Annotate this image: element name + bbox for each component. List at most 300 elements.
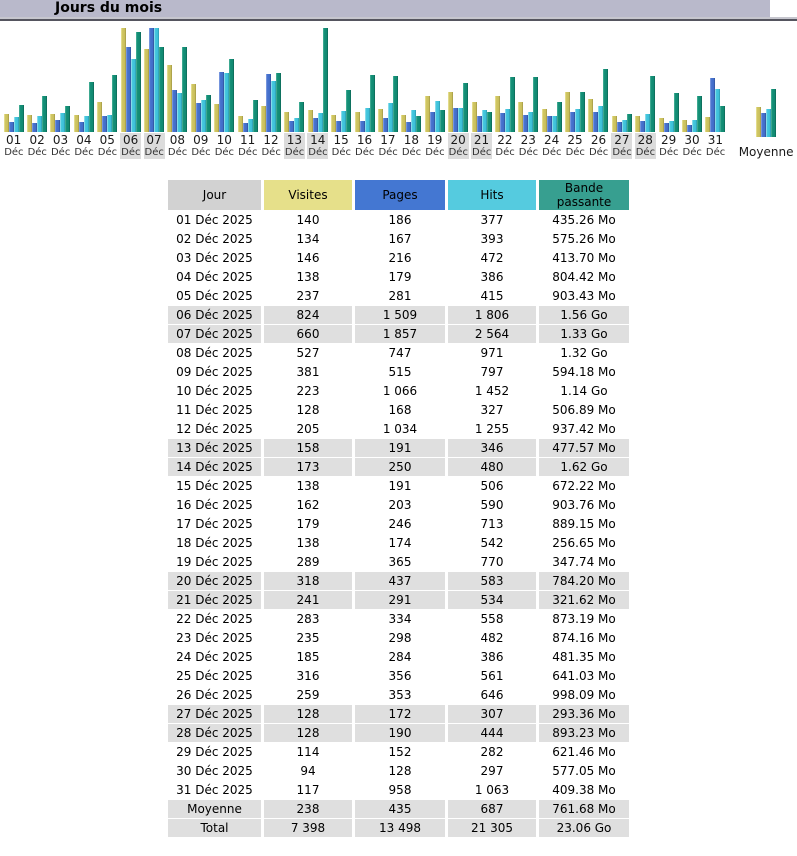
bar-group <box>284 28 304 132</box>
hits-cell: 1 255 <box>474 422 510 436</box>
day-label <box>167 133 188 159</box>
day-number: 04 <box>76 133 92 147</box>
visites-cell: 237 <box>296 289 320 303</box>
bande-cell: 409.38 Mo <box>552 783 616 797</box>
day-cell: 04 Déc 2025 <box>176 270 253 284</box>
visites-cell: 128 <box>264 724 352 742</box>
day-cell: Total <box>168 819 261 837</box>
page-title-bar <box>0 0 770 17</box>
day-group <box>283 28 306 159</box>
day-cell: 24 Déc 2025 <box>176 650 253 664</box>
visites-cell: 158 <box>264 439 352 457</box>
day-label <box>448 133 469 159</box>
bar-group <box>167 28 187 132</box>
hits-cell: 482 <box>480 631 504 645</box>
day-group <box>72 28 95 159</box>
visites-cell: 128 <box>296 403 320 417</box>
day-cell: 27 Déc 2025 <box>168 705 261 723</box>
pages-cell: 186 <box>388 213 412 227</box>
hits-cell: 415 <box>480 289 504 303</box>
pages-cell: 168 <box>388 403 412 417</box>
day-cell: 12 Déc 2025 <box>176 422 253 436</box>
day-cell: 29 Déc 2025 <box>176 745 253 759</box>
day-group <box>2 28 25 159</box>
bande-bar <box>159 47 164 132</box>
bar-group <box>705 28 725 132</box>
bar-group <box>97 28 117 132</box>
pages-cell: 152 <box>388 745 412 759</box>
visites-cell: 134 <box>296 232 320 246</box>
bande-cell: 903.43 Mo <box>552 289 616 303</box>
bar-group <box>542 28 562 132</box>
day-group <box>493 28 516 159</box>
pages-cell: 435 <box>355 800 445 818</box>
day-number: 09 <box>193 133 209 147</box>
day-cell: 13 Déc 2025 <box>168 439 261 457</box>
pages-cell: 190 <box>355 724 445 742</box>
table-row <box>168 705 629 723</box>
bar-group <box>588 28 608 132</box>
day-month: Déc <box>495 147 515 158</box>
visites-cell: 235 <box>296 631 320 645</box>
table-row <box>168 610 629 628</box>
table-row <box>168 325 629 343</box>
hits-cell: 377 <box>480 213 504 227</box>
day-number: 20 <box>450 133 466 147</box>
day-label <box>635 133 656 159</box>
day-month: Déc <box>635 147 656 158</box>
table-row <box>168 762 629 780</box>
pages-cell: 281 <box>388 289 412 303</box>
bande-bar <box>580 92 585 132</box>
hits-cell: 797 <box>480 365 504 379</box>
hits-cell: 1 452 <box>474 384 510 398</box>
days-bar-chart <box>0 21 797 159</box>
column-header-bande-passante: Bande passante <box>539 180 629 210</box>
hits-cell: 472 <box>480 251 504 265</box>
bar-group <box>518 28 538 132</box>
day-number: 31 <box>707 133 724 147</box>
table-row <box>168 819 629 837</box>
hits-cell: 480 <box>448 458 536 476</box>
hits-cell: 590 <box>480 498 504 512</box>
table-row <box>168 230 629 248</box>
bar-group <box>425 28 445 132</box>
day-cell: 18 Déc 2025 <box>176 536 253 550</box>
hits-cell: 583 <box>448 572 536 590</box>
bar-group <box>565 28 585 132</box>
day-group <box>189 28 212 159</box>
day-number: 28 <box>637 133 653 147</box>
day-group <box>213 28 236 159</box>
day-label <box>401 133 422 159</box>
day-cell: 08 Déc 2025 <box>176 346 253 360</box>
table-row <box>168 667 629 685</box>
pages-cell: 353 <box>388 688 412 702</box>
hits-cell: 542 <box>480 536 504 550</box>
bande-cell: 804.42 Mo <box>552 270 616 284</box>
day-number: 19 <box>427 133 443 147</box>
day-number: 13 <box>286 133 303 147</box>
pages-cell: 958 <box>388 783 412 797</box>
table-row <box>168 477 629 495</box>
day-number: 25 <box>567 133 583 147</box>
pages-cell: 13 498 <box>355 819 445 837</box>
day-cell: 20 Déc 2025 <box>168 572 261 590</box>
day-month: Déc <box>261 147 281 158</box>
day-month: Déc <box>705 147 726 158</box>
day-label <box>144 133 165 159</box>
day-label <box>237 133 258 159</box>
day-group <box>587 28 610 159</box>
day-group <box>540 28 563 159</box>
day-number: 10 <box>216 133 232 147</box>
day-group <box>657 28 680 159</box>
day-cell: 16 Déc 2025 <box>176 498 253 512</box>
bande-bar <box>253 100 258 132</box>
visites-cell: 660 <box>264 325 352 343</box>
day-label <box>73 133 94 159</box>
day-number: 17 <box>380 133 396 147</box>
day-cell: 30 Déc 2025 <box>176 764 253 778</box>
day-cell: 28 Déc 2025 <box>168 724 261 742</box>
day-group <box>680 28 703 159</box>
bande-bar <box>720 106 725 132</box>
bande-bar <box>416 116 421 132</box>
hits-cell: 307 <box>448 705 536 723</box>
day-month: Déc <box>4 147 24 158</box>
bande-cell: 621.46 Mo <box>552 745 616 759</box>
bande-bar <box>323 28 328 132</box>
table-row <box>168 249 629 267</box>
column-header-jour: Jour <box>168 180 261 210</box>
bande-cell: 937.42 Mo <box>552 422 616 436</box>
day-label <box>354 133 375 159</box>
pages-cell: 334 <box>388 612 412 626</box>
bar-group <box>635 28 655 132</box>
pages-cell: 356 <box>388 669 412 683</box>
day-cell: 06 Déc 2025 <box>168 306 261 324</box>
bande-cell: 1.33 Go <box>539 325 629 343</box>
day-cell: 31 Déc 2025 <box>176 783 253 797</box>
visites-cell: 381 <box>296 365 320 379</box>
bande-bar <box>89 82 94 132</box>
day-label <box>97 133 118 159</box>
visites-cell: 205 <box>296 422 320 436</box>
bande-bar <box>112 75 117 132</box>
day-label <box>565 133 586 159</box>
pages-cell: 298 <box>388 631 412 645</box>
bar-group <box>144 28 164 132</box>
day-group <box>353 28 376 159</box>
day-group <box>329 28 352 159</box>
visites-cell: 179 <box>296 517 320 531</box>
hits-cell: 327 <box>480 403 504 417</box>
visites-cell: 527 <box>296 346 320 360</box>
hits-cell: 282 <box>480 745 504 759</box>
visites-cell: 318 <box>264 572 352 590</box>
bande-cell: 889.15 Mo <box>552 517 616 531</box>
day-group <box>142 28 165 159</box>
day-group <box>446 28 469 159</box>
bar-group <box>659 28 679 132</box>
day-label <box>705 133 726 159</box>
day-number: 02 <box>29 133 45 147</box>
day-month: Déc <box>144 147 164 158</box>
day-label <box>120 133 141 159</box>
bar-group <box>756 33 776 137</box>
hits-cell: 971 <box>480 346 504 360</box>
table-row <box>168 382 629 400</box>
day-label <box>682 133 703 159</box>
day-month: Déc <box>378 147 398 158</box>
hits-cell: 646 <box>480 688 504 702</box>
day-label <box>541 133 562 159</box>
day-month: Déc <box>472 147 492 158</box>
day-label <box>471 133 492 159</box>
day-number: 29 <box>660 133 677 147</box>
page-title: Jours du mois <box>55 0 163 16</box>
day-group <box>259 28 282 159</box>
table-row <box>168 515 629 533</box>
bande-bar <box>346 90 351 132</box>
table-header-row <box>168 180 629 210</box>
bande-bar <box>440 110 445 132</box>
pages-cell: 1 066 <box>382 384 418 398</box>
bar-group <box>378 28 398 132</box>
day-cell: 14 Déc 2025 <box>168 458 261 476</box>
table-row <box>168 534 629 552</box>
bande-bar <box>627 114 632 132</box>
table-row <box>168 724 629 742</box>
table-row <box>168 781 629 799</box>
bar-group <box>214 28 234 132</box>
pages-cell: 191 <box>388 479 412 493</box>
visites-cell: 316 <box>296 669 320 683</box>
visites-cell: 146 <box>296 251 320 265</box>
visites-cell: 824 <box>264 306 352 324</box>
table-row <box>168 553 629 571</box>
table-row <box>168 287 629 305</box>
bande-bar <box>557 102 562 132</box>
day-label <box>27 133 48 159</box>
day-label <box>307 133 328 159</box>
bande-bar <box>393 76 398 132</box>
day-label <box>611 133 632 159</box>
column-header-hits: Hits <box>448 180 536 210</box>
day-group <box>96 28 119 159</box>
day-month: Déc <box>50 147 71 158</box>
visites-cell: 138 <box>296 479 320 493</box>
days-table <box>165 179 632 838</box>
bar-group <box>121 28 141 132</box>
pages-cell: 1 034 <box>382 422 418 436</box>
table-row <box>168 363 629 381</box>
hits-cell: 770 <box>480 555 504 569</box>
pages-cell: 365 <box>388 555 412 569</box>
day-cell: 07 Déc 2025 <box>168 325 261 343</box>
pages-cell: 174 <box>388 536 412 550</box>
bar-group <box>495 28 515 132</box>
visites-cell: 94 <box>300 764 316 778</box>
day-label <box>284 133 305 159</box>
bande-cell: 293.36 Mo <box>539 705 629 723</box>
table-row <box>168 420 629 438</box>
hits-cell: 561 <box>480 669 504 683</box>
day-group <box>119 28 142 159</box>
day-cell: 21 Déc 2025 <box>168 591 261 609</box>
pages-cell: 167 <box>388 232 412 246</box>
bande-bar <box>19 105 24 132</box>
bande-bar <box>229 59 234 132</box>
day-group <box>704 28 727 159</box>
bande-cell: 413.70 Mo <box>552 251 616 265</box>
day-month: Déc <box>308 147 328 158</box>
bande-bar <box>370 75 375 132</box>
bande-cell: 893.23 Mo <box>539 724 629 742</box>
bande-bar <box>182 47 187 132</box>
day-label <box>658 133 679 159</box>
day-group <box>236 28 259 159</box>
day-month: Déc <box>448 147 468 158</box>
bande-cell: 641.03 Mo <box>552 669 616 683</box>
hits-cell: 1 806 <box>448 306 536 324</box>
day-cell: 11 Déc 2025 <box>176 403 253 417</box>
pages-cell: 191 <box>355 439 445 457</box>
table-row <box>168 591 629 609</box>
day-number: 11 <box>239 133 256 147</box>
day-label <box>494 133 515 159</box>
day-cell: 09 Déc 2025 <box>176 365 253 379</box>
day-number: 12 <box>263 133 279 147</box>
day-month: Déc <box>97 147 118 158</box>
day-number: 03 <box>52 133 69 147</box>
moyenne-label: Moyenne <box>738 145 794 159</box>
bar-group <box>308 28 328 132</box>
moyenne-group <box>735 33 797 159</box>
pages-cell: 1 857 <box>355 325 445 343</box>
bande-cell: 477.57 Mo <box>539 439 629 457</box>
table-row <box>168 629 629 647</box>
hits-cell: 558 <box>480 612 504 626</box>
bande-bar <box>650 76 655 132</box>
bande-bar <box>487 112 492 132</box>
hits-cell: 444 <box>448 724 536 742</box>
bande-cell: 23.06 Go <box>539 819 629 837</box>
day-cell: 02 Déc 2025 <box>176 232 253 246</box>
day-cell: 05 Déc 2025 <box>176 289 253 303</box>
day-number: 08 <box>169 133 186 147</box>
table-row <box>168 800 629 818</box>
day-cell: 03 Déc 2025 <box>176 251 253 265</box>
pages-cell: 515 <box>388 365 412 379</box>
day-number: 16 <box>356 133 373 147</box>
table-row <box>168 344 629 362</box>
day-cell: 10 Déc 2025 <box>176 384 253 398</box>
bande-bar <box>533 77 538 132</box>
day-month: Déc <box>612 147 632 158</box>
day-group <box>400 28 423 159</box>
table-row <box>168 686 629 704</box>
day-month: Déc <box>27 147 47 158</box>
day-number: 18 <box>403 133 419 147</box>
bar-group <box>472 28 492 132</box>
day-month: Déc <box>425 147 445 158</box>
day-label <box>260 133 281 159</box>
visites-cell: 259 <box>296 688 320 702</box>
pages-cell: 291 <box>355 591 445 609</box>
bande-bar <box>136 32 141 132</box>
bar-group <box>74 28 94 132</box>
bande-cell: 1.62 Go <box>539 458 629 476</box>
day-cell: 01 Déc 2025 <box>176 213 253 227</box>
bar-group <box>355 28 375 132</box>
bande-cell: 506.89 Mo <box>552 403 616 417</box>
day-number: 22 <box>497 133 513 147</box>
day-month: Déc <box>682 147 702 158</box>
bar-group <box>682 28 702 132</box>
day-month: Déc <box>191 147 211 158</box>
visites-cell: 138 <box>296 536 320 550</box>
bande-cell: 347.74 Mo <box>552 555 616 569</box>
day-number: 26 <box>590 133 607 147</box>
hits-cell: 506 <box>480 479 504 493</box>
day-label <box>518 133 539 159</box>
bande-cell: 672.22 Mo <box>552 479 616 493</box>
bande-bar <box>42 96 47 132</box>
pages-cell: 216 <box>388 251 412 265</box>
hits-cell: 2 564 <box>448 325 536 343</box>
day-number: 07 <box>146 133 162 147</box>
table-row <box>168 401 629 419</box>
bande-cell: 784.20 Mo <box>539 572 629 590</box>
day-group <box>423 28 446 159</box>
table-row <box>168 496 629 514</box>
visites-cell: 173 <box>264 458 352 476</box>
table-row <box>168 211 629 229</box>
visites-cell: 114 <box>296 745 320 759</box>
bar-group <box>331 28 351 132</box>
bande-cell: 1.32 Go <box>560 346 608 360</box>
hits-cell: 687 <box>448 800 536 818</box>
day-cell: 23 Déc 2025 <box>176 631 253 645</box>
pages-cell: 1 509 <box>355 306 445 324</box>
bande-cell: 1.14 Go <box>560 384 608 398</box>
day-cell: 25 Déc 2025 <box>176 669 253 683</box>
bande-cell: 575.26 Mo <box>552 232 616 246</box>
day-month: Déc <box>355 147 375 158</box>
pages-cell: 437 <box>355 572 445 590</box>
visites-cell: 283 <box>296 612 320 626</box>
bande-cell: 874.16 Mo <box>552 631 616 645</box>
bar-group <box>261 28 281 132</box>
day-label <box>3 133 24 159</box>
day-month: Déc <box>74 147 94 158</box>
day-group <box>517 28 540 159</box>
bar-group <box>50 28 70 132</box>
table-row <box>168 648 629 666</box>
day-group <box>25 28 48 159</box>
bande-cell: 594.18 Mo <box>552 365 616 379</box>
day-month: Déc <box>331 147 352 158</box>
hits-cell: 534 <box>448 591 536 609</box>
bande-bar <box>771 89 776 137</box>
pages-cell: 747 <box>388 346 412 360</box>
bande-bar <box>510 77 515 132</box>
hits-cell: 1 063 <box>474 783 510 797</box>
day-month: Déc <box>588 147 609 158</box>
bar-group <box>4 28 24 132</box>
